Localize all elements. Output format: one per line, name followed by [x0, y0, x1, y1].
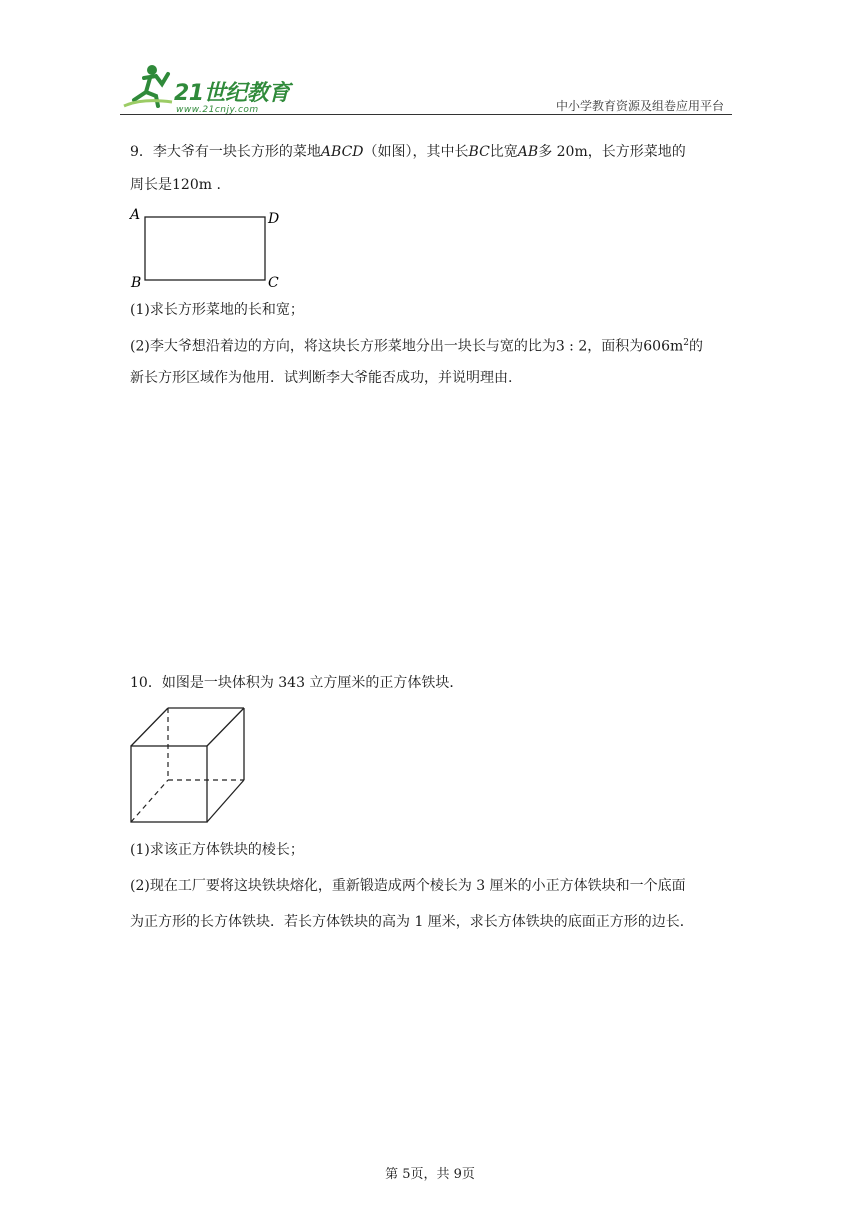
q9-stem-line2: 周长是120m .: [130, 177, 221, 193]
logo-text: 21世纪教育: [174, 81, 290, 106]
label-a: A: [130, 207, 141, 223]
q10-stem: 10．如图是一块体积为 343 立方厘米的正方体铁块．: [130, 675, 464, 691]
page-number: 第 5页，共 9页: [385, 1167, 475, 1182]
logo-url: www.21cnjy.com: [176, 105, 259, 115]
platform-name: 中小学教育资源及组卷应用平台: [555, 99, 724, 113]
rectangle-shape: [145, 217, 265, 280]
q9-part1: (1)求长方形菜地的长和宽；: [130, 302, 304, 318]
label-c: C: [268, 275, 279, 291]
q9-part2-line1: (2)李大爷想沿着边的方向，将这块长方形菜地分出一块长与宽的比为3 : 2，面积为$606m^2$的: [130, 338, 703, 355]
header-divider: [120, 114, 732, 115]
cube-front-face: [131, 746, 207, 822]
label-b: B: [131, 275, 142, 291]
q10-part2-line2: 为正方形的长方体铁块．若长方体铁块的高为 1 厘米，求长方体铁块的底面正方形的边长．: [130, 914, 694, 930]
runner-logo-icon: [122, 62, 174, 110]
cube-figure: [128, 704, 250, 826]
q10-part2-line1: (2)现在工厂要将这块铁块熔化，重新锻造成两个棱长为 3 厘米的小正方体铁块和一个底面: [130, 878, 686, 894]
label-d: D: [268, 211, 280, 227]
q9-stem-line1: 9．李大爷有一块长方形的菜地ABCD（如图），其中长BC比宽AB多 20m，长方形菜地的: [130, 144, 686, 160]
page-header: [120, 62, 732, 116]
q9-part2-line2: 新长方形区域作为他用．试判断李大爷能否成功，并说明理由.: [130, 370, 513, 386]
rectangle-abcd-figure: [128, 205, 288, 291]
q10-part1: (1)求该正方体铁块的棱长；: [130, 842, 304, 858]
